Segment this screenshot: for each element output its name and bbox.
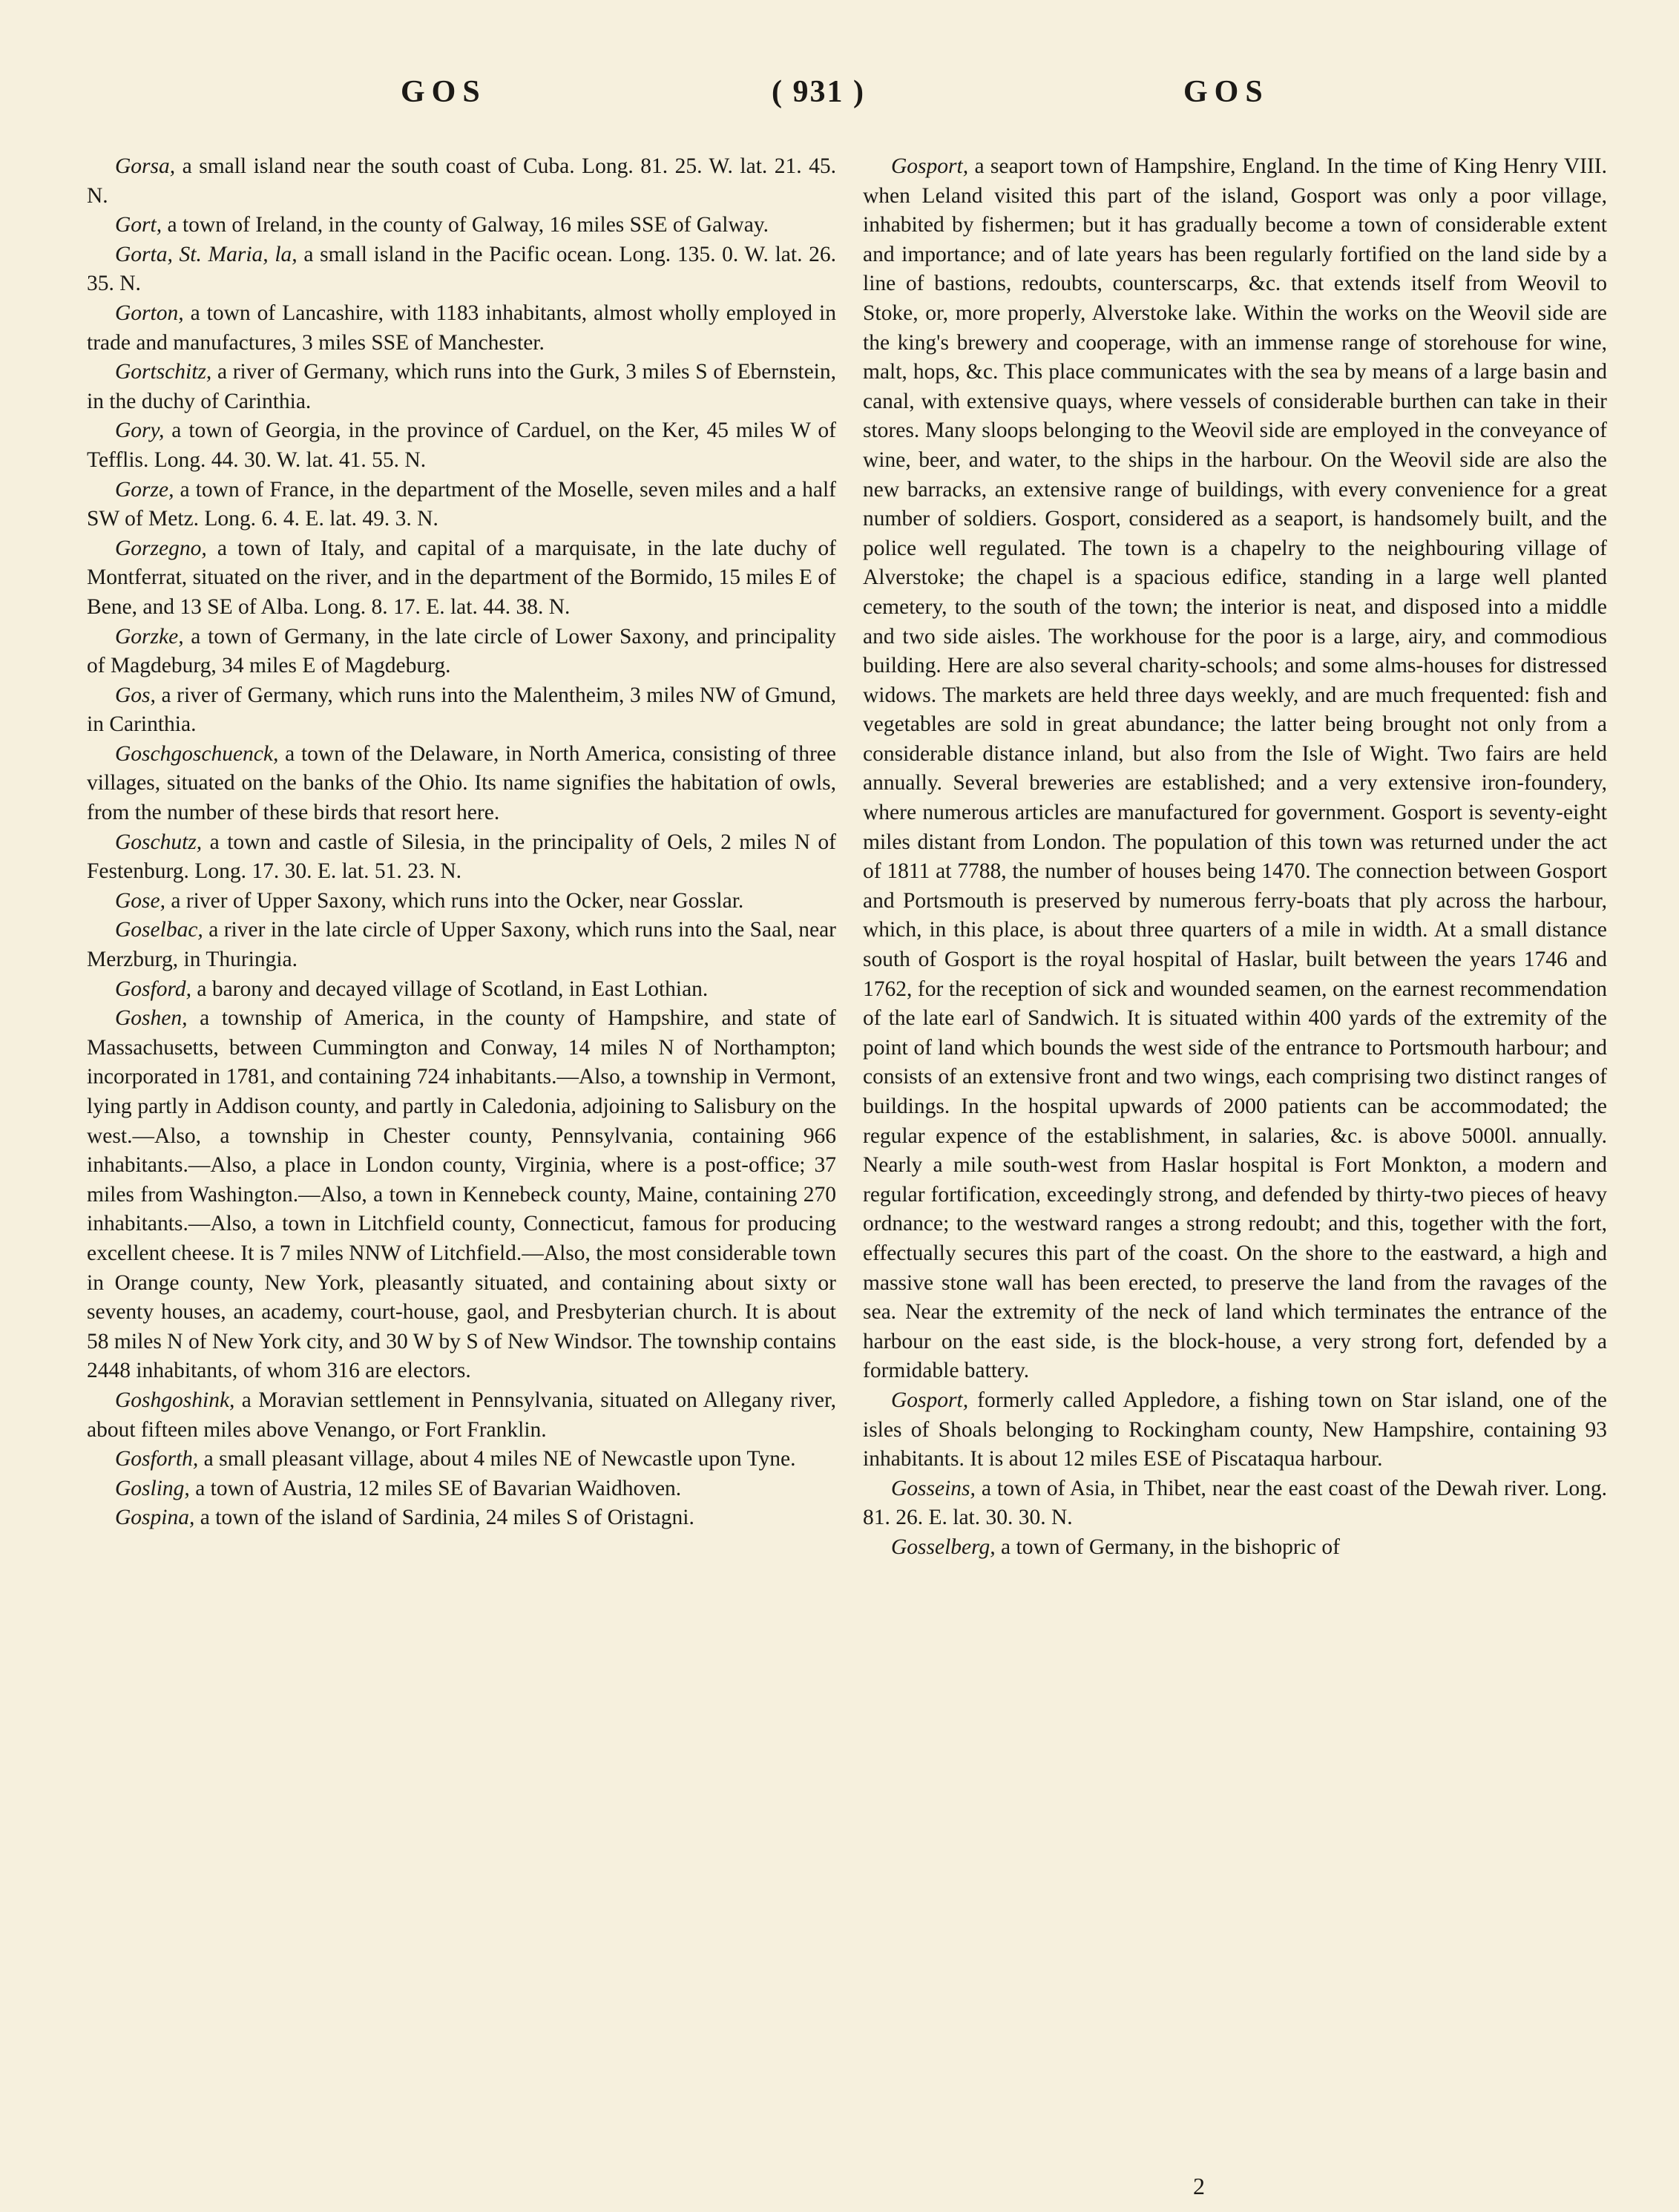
- entry-term: Goshgoshink,: [115, 1388, 235, 1412]
- gazetteer-entry: [87, 299, 836, 358]
- gazetteer-entry: [87, 152, 836, 211]
- entry-text: formerly called Appledore, a fishing town on Star island, one of the isles of Shoals belonging to Rockingham county, New Hampshire, containing 93 inhabitants. It is about 12 miles ESE of Piscataqua harbour.: [863, 1388, 1607, 1471]
- entry-term: Gory,: [115, 419, 165, 443]
- gazetteer-entry: [87, 1386, 836, 1445]
- entry-text: a town of Ireland, in the county of Galway, 16 miles SSE of Galway.: [162, 213, 769, 237]
- entry-text: a river of Upper Saxony, which runs into the Ocker, near Gosslar.: [165, 888, 744, 913]
- entry-text: a seaport town of Hampshire, England. In the time of King Henry VIII. when Leland visited this part of the island, Gosport was only a poor village, inhabited by fishermen; but it has gradually become a town of considerable extent and importance; and of late years has been regularly fortified on the land side by a line of bastions, redoubts, counterscarps, &c. that extends itself from Weovil to Stoke, or, more properly, Alverstoke lake. Within the works on the Weovil side are the king's brewery and cooperage, with an immense range of storehouse for wine, malt, hops, &c. This place communicates with the sea by means of a large basin and canal, with extensive quays, where vessels of considerable burthen can take in their stores. Many sloops belonging to the Weovil side are employed in the conveyance of wine, beer, and water, to the ships in the harbour. On the Weovil side are also the new barracks, an extensive range of buildings, with every convenience for a great number of soldiers. Gosport, considered as a seaport, is handsomely built, and the police well regulated. The town is a chapelry to the neighbouring village of Alverstoke; the chapel is a spacious edifice, standing in a large well planted cemetery, to the south of the town; the interior is neat, and disposed into a middle and two side aisles. The workhouse for the poor is a large, airy, and commodious building. Here are also several charity-schools; and some alms-houses for distressed widows. The markets are held three days weekly, and are much frequented: fish and vegetables are sold in great abundance; the latter being brought not only from a considerable distance inland, but also from the Isle of Wight. Two fairs are held annually. Several breweries are established; and a very extensive iron-foundery, where numerous articles are manufactured for government. Gosport is seventy-eight miles distant from London. The population of this town was returned under the act of 1811 at 7788, the number of houses being 1470. The connection between Gosport and Portsmouth is preserved by numerous ferry-boats that ply across the harbour, which, in this place, is about three quarters of a mile in width. At a small distance south of Gosport is the royal hospital of Haslar, built between the years 1746 and 1762, for the reception of sick and wounded seamen, on the earnest recommendation of the late earl of Sandwich. It is situated within 400 yards of the extremity of the point of land which bounds the west side of the entrance to Portsmouth harbour; and consists of an extensive front and two wings, each comprising two distinct ranges of buildings. In the hospital upwards of 2000 patients can be accommodated; the regular expence of the establishment, in salaries, &c. is above 5000l. annually. Nearly a mile south-west from Haslar hospital is Fort Monkton, a modern and regular fortification, exceedingly strong, and defended by thirty-two pieces of heavy ordnance; to the westward ranges a strong redoubt; and this, together with the fort, effectually secures this part of the coast. On the shore to the eastward, a high and massive stone wall has been erected, to preserve the land from the ravages of the sea. Near the extremity of the neck of land which terminates the entrance of the harbour on the east side, is the block-house, a very strong fort, defended by a formidable battery.: [863, 154, 1607, 1383]
- entry-text: a small island near the south coast of Cuba. Long. 81. 25. W. lat. 21. 45. N.: [87, 154, 836, 208]
- entry-text: a township of America, in the county of Hampshire, and state of Massachusetts, between Cummington and Conway, 14 miles N of Northampton; incorporated in 1781, and containing 724 inhabitants.—Also, a township in Vermont, lying partly in Addison county, and partly in Caledonia, adjoining to Salisbury on the west.—Also, a township in Chester county, Pennsylvania, containing 966 inhabitants.—Also, a place in London county, Virginia, where is a post-office; 37 miles from Washington.—Also, a town in Kennebeck county, Maine, containing 270 inhabitants.—Also, a town in Litchfield county, Connecticut, famous for producing excellent cheese. It is 7 miles NNW of Litchfield.—Also, the most considerable town in Orange county, New York, pleasantly situated, and containing about sixty or seventy houses, an academy, court-house, gaol, and Presbyterian church. It is about 58 miles N of New York city, and 30 W by S of New Windsor. The township contains 2448 inhabitants, of whom 316 are electors.: [87, 1006, 836, 1383]
- gazetteer-entry: [87, 211, 836, 240]
- gazetteer-entry: [863, 1533, 1607, 1563]
- entry-text: a river in the late circle of Upper Saxony, which runs into the Saal, near Merzburg, in Thuringia.: [87, 918, 836, 972]
- gazetteer-entry: [863, 1386, 1607, 1474]
- gazetteer-entry: [87, 534, 836, 623]
- entry-term: Gosforth,: [115, 1447, 199, 1471]
- entry-term: Gosport,: [891, 1388, 969, 1412]
- entry-text: a town of Asia, in Thibet, near the east coast of the Dewah river. Long. 81. 26. E. lat. 30. 30. N.: [863, 1476, 1607, 1530]
- entry-term: Gortschitz,: [115, 360, 212, 384]
- entry-term: Gosling,: [115, 1476, 190, 1500]
- gazetteer-entry: [87, 1503, 836, 1533]
- entry-term: Gosford,: [115, 977, 191, 1001]
- page-number: ( 931 ): [772, 75, 865, 109]
- entry-term: Gorsa,: [115, 154, 176, 178]
- entry-term: Gos,: [115, 683, 156, 707]
- entry-term: Gorton,: [115, 301, 184, 325]
- entry-term: Goschgoschuenck,: [115, 741, 279, 766]
- entry-term: Gorzegno,: [115, 536, 207, 560]
- entry-term: Gorze,: [115, 477, 174, 502]
- entry-term: Gospina,: [115, 1506, 195, 1530]
- entry-term: Gort,: [115, 213, 162, 237]
- entry-text: a small pleasant village, about 4 miles NE of Newcastle upon Tyne.: [198, 1447, 796, 1471]
- gazetteer-entry: [87, 887, 836, 916]
- gazetteer-entry: [87, 358, 836, 416]
- entry-term: Goshen,: [115, 1006, 188, 1031]
- gazetteer-entry: [87, 476, 836, 534]
- running-head-right: GOS: [1183, 75, 1269, 109]
- entry-term: Gosselberg,: [891, 1535, 996, 1559]
- right-column: [863, 152, 1607, 2185]
- gazetteer-entry: [87, 1445, 836, 1474]
- entry-text: a Moravian settlement in Pennsylvania, situated on Allegany river, about fifteen miles above Venango, or Fort Franklin.: [87, 1388, 836, 1442]
- gazetteer-entry: [87, 916, 836, 974]
- entry-text: a small island in the Pacific ocean. Long. 135. 0. W. lat. 26. 35. N.: [87, 242, 836, 296]
- entry-term: Gorta, St. Maria, la,: [115, 242, 298, 266]
- entry-text: a town of Lancashire, with 1183 inhabitants, almost wholly employed in trade and manufactures, 3 miles SSE of Manchester.: [87, 301, 836, 355]
- gazetteer-entry: [87, 1004, 836, 1386]
- page-header: [0, 74, 1679, 134]
- gazetteer-entry: [87, 416, 836, 475]
- gazetteer-entry: [87, 975, 836, 1005]
- running-head-left: GOS: [401, 75, 487, 109]
- entry-text: a town of the island of Sardinia, 24 miles S of Oristagni.: [194, 1506, 694, 1530]
- signature-mark: 2: [1193, 2173, 1205, 2199]
- entry-term: Gorzke,: [115, 624, 184, 649]
- gazetteer-entry: [87, 1474, 836, 1504]
- gazetteer-entry: [863, 1474, 1607, 1533]
- gazetteer-entry: [87, 740, 836, 828]
- entry-text: a town of Germany, in the bishopric of: [995, 1535, 1340, 1559]
- entry-text: a town of Georgia, in the province of Carduel, on the Ker, 45 miles W of Tefflis. Long. 44. 30. W. lat. 41. 55. N.: [87, 419, 836, 472]
- gazetteer-entry: [87, 623, 836, 681]
- entry-text: a town of Italy, and capital of a marquisate, in the late duchy of Montferrat, situated on the river, and in the department of the Bormido, 15 miles E of Bene, and 13 SE of Alba. Long. 8. 17. E. lat. 44. 38. N.: [87, 536, 836, 619]
- entry-text: a barony and decayed village of Scotland, in East Lothian.: [191, 977, 709, 1001]
- left-column: [87, 152, 836, 2185]
- entry-text: a town of Germany, in the late circle of Lower Saxony, and principality of Magdeburg, 34 miles E of Magdeburg.: [87, 624, 836, 678]
- entry-text: a town of France, in the department of the Moselle, seven miles and a half SW of Metz. Long. 6. 4. E. lat. 49. 3. N.: [87, 477, 836, 531]
- entry-text: a town of Austria, 12 miles SE of Bavarian Waidhoven.: [189, 1476, 682, 1500]
- entry-text: a river of Germany, which runs into the Gurk, 3 miles S of Ebernstein, in the duchy of Carinthia.: [87, 360, 836, 413]
- entry-term: Gose,: [115, 888, 166, 913]
- entry-term: Gosseins,: [891, 1476, 976, 1500]
- gazetteer-entry: [87, 240, 836, 299]
- gazetteer-entry: [863, 152, 1607, 1386]
- entry-text: a town of the Delaware, in North America, consisting of three villages, situated on the banks of the Ohio. Its name signifies the habitation of owls, from the number of these birds that resort here.: [87, 741, 836, 825]
- entry-term: Goselbac,: [115, 918, 203, 942]
- entry-term: Gosport,: [891, 154, 969, 178]
- entry-text: a river of Germany, which runs into the Malentheim, 3 miles NW of Gmund, in Carinthia.: [87, 683, 836, 737]
- entry-term: Goschutz,: [115, 830, 203, 854]
- gazetteer-entry: [87, 828, 836, 887]
- gazetteer-entry: [87, 681, 836, 740]
- entry-text: a town and castle of Silesia, in the principality of Oels, 2 miles N of Festenburg. Long. 17. 30. E. lat. 51. 23. N.: [87, 830, 836, 884]
